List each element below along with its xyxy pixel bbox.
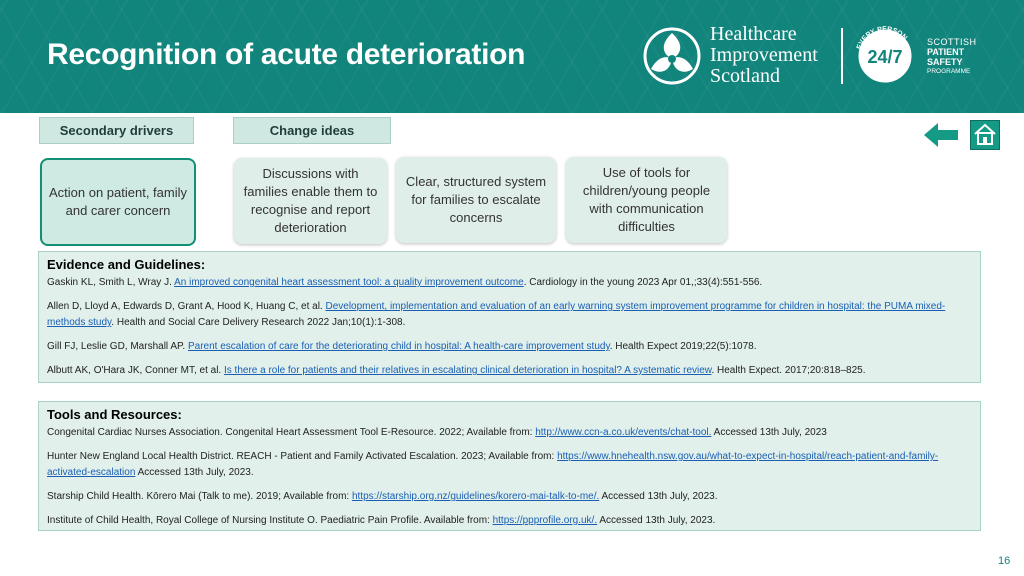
ref-citation: . Health Expect. 2017;20:818–825. <box>711 365 866 376</box>
logo-line-1: Healthcare <box>710 23 797 45</box>
ref-source: Congenital Cardiac Nurses Association. Congenital Heart Assessment Tool E-Resource. 2022; Available from: <box>47 427 536 438</box>
secondary-drivers-header: Secondary drivers <box>39 117 194 144</box>
evidence-ref <box>47 339 972 355</box>
header-banner <box>0 0 1024 113</box>
healthcare-improvement-scotland-logo-icon <box>643 27 701 85</box>
healthcare-improvement-scotland-wordmark <box>710 24 818 87</box>
ref-citation: . Health Expect 2019;22(5):1078. <box>609 341 757 352</box>
ref-accessed: Accessed 13th July, 2023. <box>597 515 716 526</box>
ref-source: Hunter New England Local Health District. REACH - Patient and Family Activated Escalation. 2023; Available from: <box>47 451 558 462</box>
page-title: Recognition of acute deterioration <box>47 38 526 71</box>
spsp-line-2: PATIENT <box>927 47 965 57</box>
back-arrow-icon[interactable] <box>922 120 962 150</box>
page-number: 16 <box>998 555 1011 567</box>
ref-link[interactable]: Is there a role for patients and their relatives in escalating clinical deterioration in hospital? A systematic review <box>223 365 712 376</box>
ref-accessed: Accessed 13th July, 2023 <box>711 427 827 438</box>
tools-ref <box>47 489 972 505</box>
ref-authors: Gaskin KL, Smith L, Wray J. <box>47 277 175 288</box>
spsp-line-1: SCOTTISH <box>927 37 977 47</box>
badge-bottom-text: EVERY TIME <box>866 65 906 81</box>
ref-link[interactable]: https://www.hnehealth.nsw.gov.au/what-to-expect-in-hospital/reach-patient-and-family-activated-escalation <box>47 451 939 478</box>
evidence-panel <box>38 251 981 383</box>
spsp-line-3: SAFETY <box>927 57 963 67</box>
evidence-title: Evidence and Guidelines: <box>47 257 206 272</box>
idea-family-discussions <box>234 158 387 244</box>
ref-accessed: Accessed 13th July, 2023. <box>599 491 718 502</box>
evidence-ref <box>47 299 972 331</box>
idea-text: Clear, structured system for families to escalate concerns <box>405 174 547 225</box>
ref-link[interactable]: http://www.ccn-a.co.uk/events/chat-tool. <box>535 427 712 438</box>
ref-source: Institute of Child Health, Royal College of Nursing Institute O. Paediatric Pain Profile. Available from: <box>47 515 493 526</box>
ref-link[interactable]: https://ppprofile.org.uk/. <box>492 515 598 526</box>
evidence-ref <box>47 363 972 379</box>
tools-panel <box>38 401 981 531</box>
tools-title: Tools and Resources: <box>47 407 182 422</box>
ref-link[interactable]: An improved congenital heart assessment tool: a quality improvement outcome <box>174 277 524 288</box>
spsp-badge-icon <box>850 21 920 91</box>
home-icon <box>971 121 999 149</box>
home-button[interactable] <box>970 120 1000 150</box>
badge-mark-text: 24/7 <box>867 47 903 67</box>
tools-ref <box>47 425 972 441</box>
ref-source: Starship Child Health. Kōrero Mai (Talk to me). 2019; Available from: <box>47 491 352 502</box>
ref-citation: . Health and Social Care Delivery Research 2022 Jan;10(1):1-308. <box>111 317 406 328</box>
ref-link[interactable]: Parent escalation of care for the deteriorating child in hospital: A health-care improvement study <box>187 341 610 352</box>
driver-action-on-concern <box>40 158 196 246</box>
ref-authors: Albutt AK, O'Hara JK, Conner MT, et al. <box>47 365 224 376</box>
idea-communication-tools <box>566 157 727 243</box>
ref-authors: Allen D, Lloyd A, Edwards D, Grant A, Hood K, Huang C, et al. <box>47 301 326 312</box>
tools-ref <box>47 513 972 529</box>
ref-citation: . Cardiology in the young 2023 Apr 01,;33(4):551-556. <box>523 277 763 288</box>
idea-escalation-system <box>396 157 556 243</box>
badge-top-text: EVERY PERSON <box>855 25 909 51</box>
spsp-wordmark <box>927 37 977 77</box>
change-ideas-header: Change ideas <box>233 117 391 144</box>
ref-link[interactable]: Development, implementation and evaluation of an early warning system improvement programme for children in hospital: the PUMA mixed-methods study <box>47 301 946 328</box>
idea-text: Use of tools for children/young people with communication difficulties <box>582 165 711 234</box>
spsp-line-4: PROGRAMME <box>927 68 971 75</box>
driver-text: Action on patient, family and carer concern <box>48 185 188 218</box>
ref-accessed: Accessed 13th July, 2023. <box>135 467 254 478</box>
logo-line-3: Scotland <box>710 65 780 87</box>
logo-line-2: Improvement <box>710 44 818 66</box>
tools-ref <box>47 449 972 481</box>
evidence-ref <box>47 275 972 291</box>
ref-link[interactable]: https://starship.org.nz/guidelines/korero-mai-talk-to-me/. <box>351 491 600 502</box>
ref-authors: Gill FJ, Leslie GD, Marshall AP. <box>47 341 188 352</box>
idea-text: Discussions with families enable them to recognise and report deterioration <box>243 166 378 235</box>
logo-divider <box>841 28 843 84</box>
